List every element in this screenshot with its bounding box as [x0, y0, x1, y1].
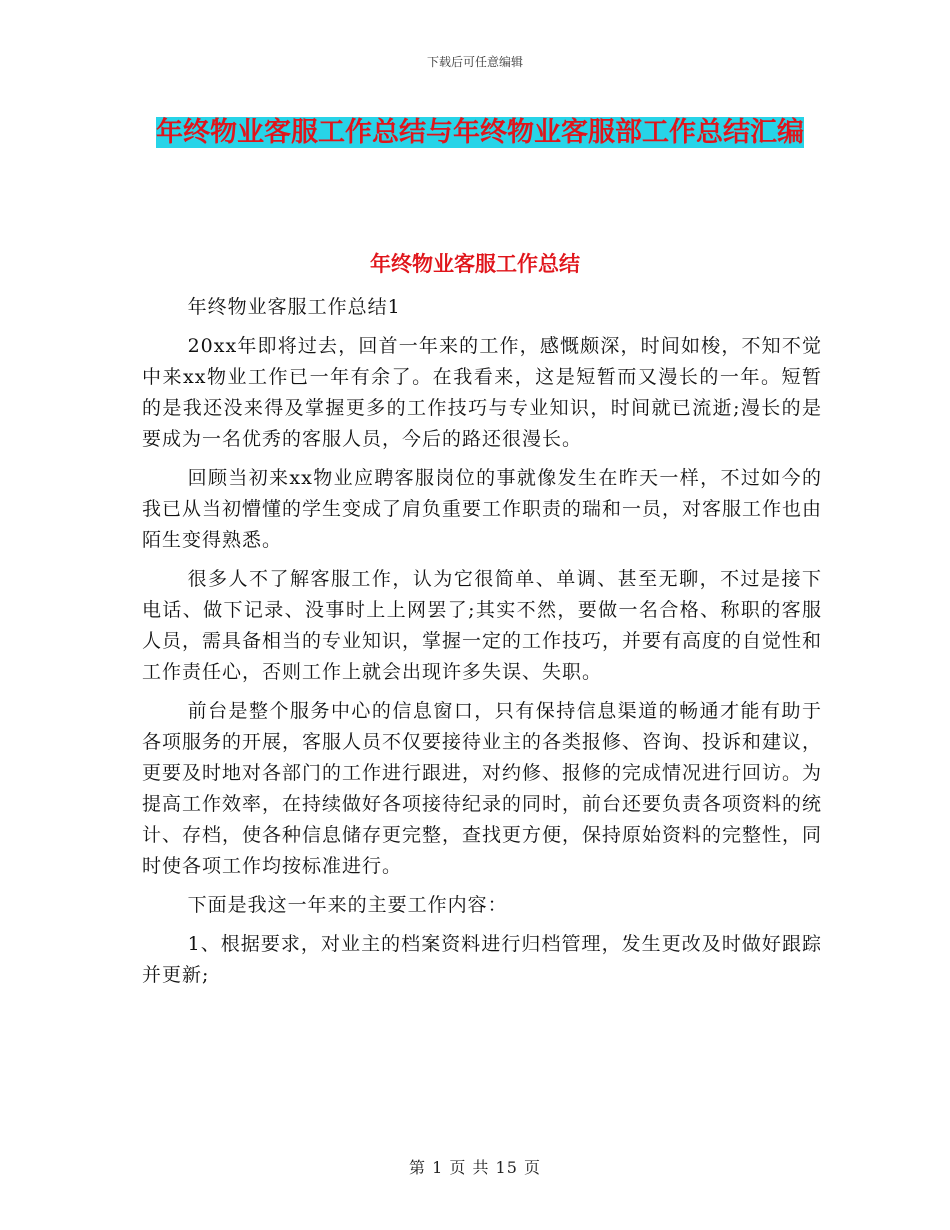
paragraph: 回顾当初来xx物业应聘客服岗位的事就像发生在昨天一样，不过如今的我已从当初懵懂的学生变成了肩负重要工作职责的瑞和一员，对客服工作也由陌生变得熟悉。 — [142, 467, 823, 551]
paragraph: 前台是整个服务中心的信息窗口，只有保持信息渠道的畅通才能有助于各项服务的开展，客服人员不仅要接待业主的各类报修、咨询、投诉和建议，更要及时地对各部门的工作进行跟进，对约修、报修的完成情况进行回访。为提高工作效率，在持续做好各项接待纪录的同时，前台还要负责各项资料的统计、存档，使各种信息储存更完整，查找更方便，保持原始资料的完整性，同时使各项工作均按标准进行。 — [142, 700, 823, 877]
paragraph: 很多人不了解客服工作，认为它很简单、单调、甚至无聊，不过是接下电话、做下记录、没事时上上网罢了;其实不然，要做一名合格、称职的客服人员，需具备相当的专业知识，掌握一定的工作技巧，并要有高度的自觉性和工作责任心，否则工作上就会出现许多失误、失职。 — [142, 568, 823, 683]
page-number-footer: 第 1 页 共 15 页 — [409, 1158, 541, 1177]
document-title-text: 年终物业客服工作总结与年终物业客服部工作总结汇编 — [156, 117, 804, 148]
header-note: 下载后可任意编辑 — [426, 55, 523, 69]
paragraph-subtitle: 年终物业客服工作总结1 — [187, 296, 401, 318]
paragraph: 1、根据要求，对业主的档案资料进行归档管理，发生更改及时做好跟踪并更新; — [142, 933, 822, 986]
section-title: 年终物业客服工作总结 — [370, 252, 580, 276]
paragraph: 下面是我这一年来的主要工作内容： — [187, 894, 508, 916]
paragraph: 20xx年即将过去，回首一年来的工作，感慨颇深，时间如梭，不知不觉中来xx物业工作已一年有余了。在我看来，这是短暂而又漫长的一年。短暂的是我还没来得及掌握更多的工作技巧与专业知识，时间就已流逝;漫长的是要成为一名优秀的客服人员，今后的路还很漫长。 — [142, 335, 822, 450]
document-title — [140, 110, 820, 156]
body-text — [142, 292, 822, 999]
